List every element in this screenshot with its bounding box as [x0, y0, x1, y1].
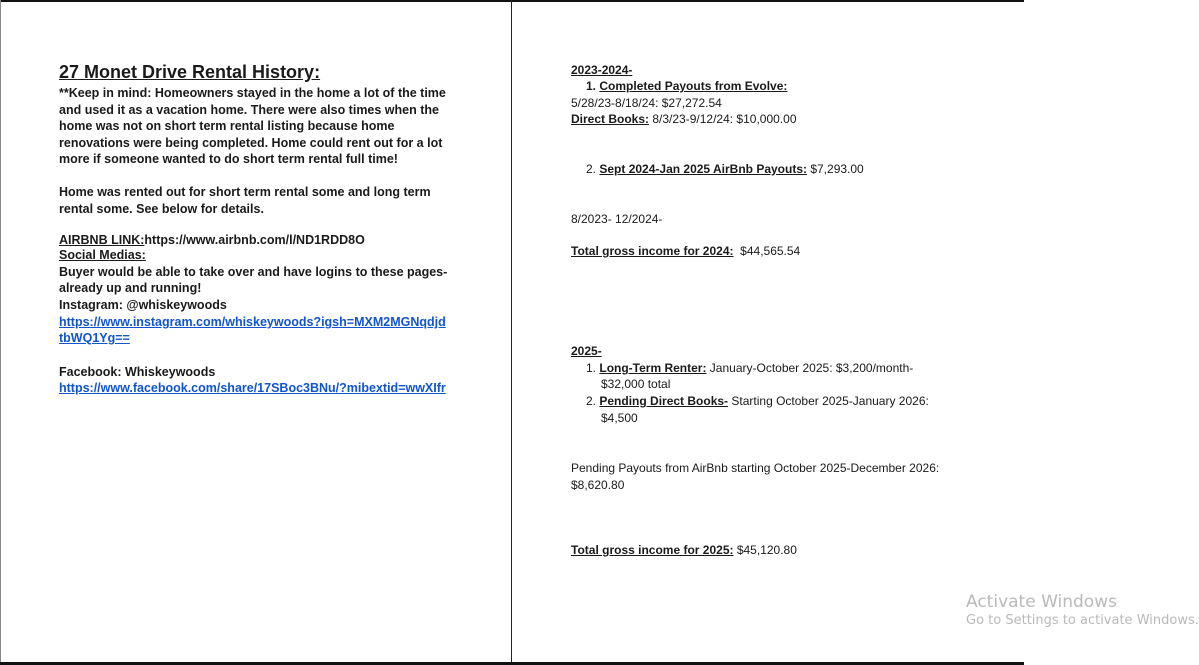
instagram-link-line-1[interactable]: https://www.instagram.com/whiskeywoods?igsh=MXM2MGNqdjd: [59, 315, 446, 329]
pending-direct-books-item: [586, 393, 966, 410]
date-range: 8/2023- 12/2024-: [571, 212, 663, 226]
long-term-renter-label: Long-Term Renter:: [599, 361, 707, 375]
total-2025-value: $45,120.80: [733, 543, 797, 557]
total-2025-label: Total gross income for 2025:: [571, 543, 734, 557]
airbnb-payouts-label: Sept 2024-Jan 2025 AirBnb Payouts:: [599, 162, 807, 176]
homeowner-note: **Keep in mind: Homeowners stayed in the home a lot of the time and used it as a vacation home. There were also times when the home was not on short term rental listing because home renovations were being completed. Home could rent out for a lot more if someone wanted to do short term rental full time!: [59, 86, 446, 166]
item-number: 2.: [586, 162, 597, 176]
total-2025-line: [571, 542, 971, 559]
total-2024-value: $44,565.54: [733, 244, 801, 258]
document-title: 27 Monet Drive Rental History:: [59, 62, 321, 82]
pending-airbnb-line-2: $8,620.80: [571, 478, 625, 492]
total-2024-line: [571, 243, 971, 260]
direct-books-line: [571, 111, 971, 128]
pending-direct-books-label: Pending Direct Books-: [599, 394, 729, 408]
document-page-right: [512, 0, 1024, 662]
direct-books-detail: 8/3/23-9/12/24: $10,000.00: [649, 112, 797, 126]
item-number: 1.: [586, 79, 597, 93]
evolve-payouts-detail: 5/28/23-8/18/24: $27,272.54: [571, 96, 722, 110]
document-page-left: [0, 0, 511, 662]
rental-summary: Home was rented out for short term rental some and long term rental some. See below for details.: [59, 185, 431, 216]
item-number: 2.: [586, 394, 597, 408]
total-2024-label: Total gross income for 2024:: [571, 244, 734, 258]
evolve-payouts-item: [586, 78, 986, 95]
direct-books-label: Direct Books:: [571, 112, 650, 126]
activate-windows-subtitle: Go to Settings to activate Windows.: [966, 613, 1199, 628]
pending-airbnb-line-1: Pending Payouts from AirBnb starting October 2025-December 2026:: [571, 461, 940, 475]
long-term-renter-item: [586, 360, 956, 377]
facebook-label: Facebook: Whiskeywoods: [59, 365, 216, 379]
long-term-renter-detail: January-October 2025: $3,200/month-: [706, 361, 914, 375]
airbnb-payouts-item: [586, 161, 986, 178]
evolve-payouts-label: Completed Payouts from Evolve:: [599, 79, 788, 93]
period-2025-heading: 2025-: [571, 344, 602, 358]
instagram-label: Instagram: @whiskeywoods: [59, 298, 227, 312]
long-term-renter-total: $32,000 total: [601, 377, 671, 391]
facebook-link[interactable]: https://www.facebook.com/share/17SBoc3BNu/?mibextid=wwXIfr: [59, 381, 446, 395]
social-note-line-2: already up and running!: [59, 281, 202, 295]
airbnb-link-label: AIRBNB LINK:: [59, 233, 145, 247]
activate-windows-title: Activate Windows: [966, 592, 1117, 612]
social-note-line-1: Buyer would be able to take over and have logins to these pages-: [59, 265, 448, 279]
social-media-heading: Social Medias:: [59, 248, 146, 262]
airbnb-payouts-value: $7,293.00: [807, 162, 864, 176]
period-2023-2024-heading: 2023-2024-: [571, 63, 633, 77]
pending-direct-books-amount: $4,500: [601, 411, 638, 425]
pending-direct-books-detail: Starting October 2025-January 2026:: [728, 394, 929, 408]
airbnb-url[interactable]: https://www.airbnb.com/l/ND1RDD8O: [144, 233, 365, 247]
instagram-link-line-2[interactable]: tbWQ1Yg==: [59, 331, 130, 345]
item-number: 1.: [586, 361, 597, 375]
